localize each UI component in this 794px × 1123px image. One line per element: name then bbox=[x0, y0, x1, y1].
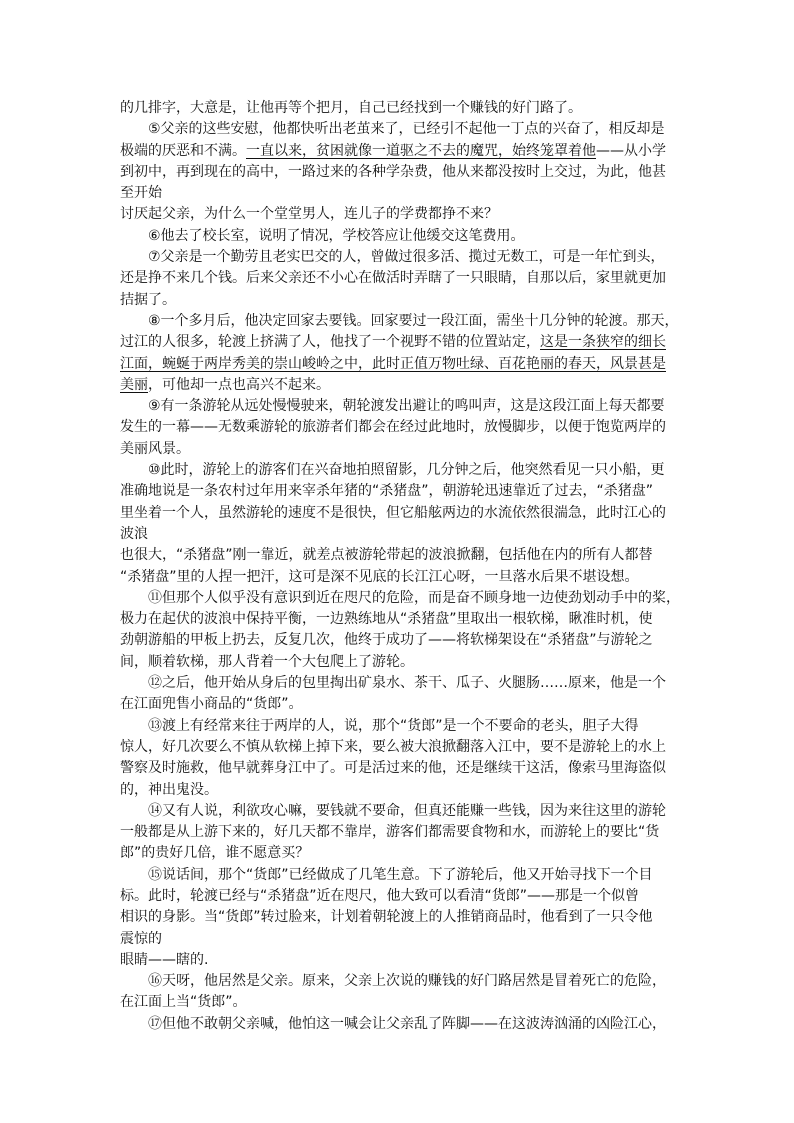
text-line: 极力在起伏的波浪中保持平衡，一边熟练地从“杀猪盘”里取出一根软梯，瞅准时机，使 bbox=[120, 611, 653, 628]
paragraph-5-start: ⑤父亲的这些安慰，他都快听出老茧来了，已经引不起他一丁点的兴奋了，相反却是 bbox=[148, 121, 665, 138]
text-line: 震惊的 bbox=[120, 930, 162, 947]
underlined-sentence: 美丽 bbox=[120, 376, 148, 393]
text-line bbox=[120, 141, 680, 162]
paragraph-15-start: ⑮说话间，那个“货郎”已经做成了几笔生意。下了游轮后，他又开始寻找下一个目 bbox=[148, 866, 653, 883]
text-line: 的，神出鬼没。 bbox=[120, 781, 218, 798]
text-line bbox=[120, 332, 680, 353]
text-line: 在江面兜售小商品的“货郎”。 bbox=[120, 696, 303, 713]
underlined-sentence: 江面，蜿蜒于两岸秀美的崇山峻岭之中，此时正值万物吐绿、百花艳丽的春天，风景甚是 bbox=[120, 355, 666, 372]
text-line: 标。此时，轮渡已经与“杀猪盘”近在咫尺，他大致可以看清“货郎”——那是一个似曾 bbox=[120, 887, 640, 904]
text-line: 拮据了。 bbox=[120, 291, 176, 308]
text-line: 到初中，再到现在的高中，一路过来的各种学杂费，他从来都没按时上交过，为此，他甚 bbox=[120, 163, 666, 180]
paragraph-17-start: ⑰但他不敢朝父亲喊，他怕这一喊会让父亲乱了阵脚——在这波涛汹涌的凶险江心， bbox=[148, 1015, 666, 1032]
paragraph-16-start: ⑯天呀，他居然是父亲。原来，父亲上次说的赚钱的好门路居然是冒着死亡的危险， bbox=[148, 973, 666, 990]
underlined-sentence: 一直以来，贫困就像一道驱之不去的魔咒，始终笼罩着他 bbox=[246, 142, 596, 159]
text-line: 的几排字，大意是，让他再等个把月，自己已经找到一个赚钱的好门路了。 bbox=[120, 100, 582, 116]
text-segment: ，可他却一点也高兴不起来。 bbox=[148, 376, 330, 393]
text-line: 发生的一幕——无数乘游轮的旅游者们都会在经过此地时，放慢脚步，以便于饱览两岸的 bbox=[120, 419, 666, 436]
text-line: “杀猪盘”里的人捏一把汗，这可是深不见底的长江江心呀，一旦落水后果不堪设想。 bbox=[120, 568, 639, 585]
text-line: 郎”的贵好几倍，谁不愿意买？ bbox=[120, 845, 310, 862]
text-line: 间，顺着软梯，那人背着一个大包爬上了游轮。 bbox=[120, 653, 414, 670]
article-text bbox=[120, 98, 680, 1035]
text-line: 至开始 bbox=[120, 185, 162, 202]
text-segment: 极端的厌恶和不满。 bbox=[120, 142, 246, 159]
paragraph-9-start: ⑨有一条游轮从远处慢慢驶来，朝轮渡发出避让的鸣叫声，这是这段江面上每天都要 bbox=[148, 398, 665, 415]
text-line: 里坐着一个人，虽然游轮的速度不是很快，但它船舷两边的水流依然很湍急，此时江心的 bbox=[120, 504, 666, 521]
text-line: 相识的身影。当“货郎”转过脸来，计划着朝轮渡上的人推销商品时，他看到了一只令他 bbox=[120, 909, 653, 926]
text-segment: ——从小学 bbox=[596, 142, 666, 159]
paragraph-12-start: ⑫之后，他开始从身后的包里掏出矿泉水、茶干、瓜子、火腿肠……原来，他是一个 bbox=[148, 675, 666, 692]
paragraph-6-start: ⑥他去了校长室，说明了情况，学校答应让他缓交这笔费用。 bbox=[148, 227, 525, 244]
text-line: 波浪 bbox=[120, 525, 148, 542]
underlined-sentence: 这是一条狭窄的细长 bbox=[540, 334, 666, 351]
text-line: 准确地说是一条农村过年用来宰杀年猪的“杀猪盘”，朝游轮迅速靠近了过去，“杀猪盘” bbox=[120, 483, 654, 500]
text-line: 也很大，“杀猪盘”刚一靠近，就差点被游轮带起的波浪掀翻，包括他在内的所有人都替 bbox=[120, 547, 653, 564]
text-line: 眼睛——瞎的. bbox=[120, 951, 209, 968]
paragraph-10-start: ⑩此时，游轮上的游客们在兴奋地拍照留影，几分钟之后，他突然看见一只小船，更 bbox=[148, 462, 665, 479]
text-line: 美丽风景。 bbox=[120, 440, 190, 457]
paragraph-8-start: ⑧一个多月后，他决定回家去要钱。回家要过一段江面，需坐十几分钟的轮渡。那天， bbox=[148, 312, 679, 329]
paragraph-11-start: ⑪但那个人似乎没有意识到近在咫尺的危险，而是奋不顾身地一边使劲划动手中的桨， bbox=[148, 589, 680, 606]
text-line: 劲朝游船的甲板上扔去，反复几次，他终于成功了——将软梯架设在“杀猪盘”与游轮之 bbox=[120, 632, 653, 649]
text-line: 一般都是从上游下来的，好几天都不靠岸，游客们都需要食物和水，而游轮上的要比“货 bbox=[120, 824, 660, 841]
text-line: 警察及时施救，他早就葬身江中了。可是活过来的他，还是继续干这活，像索马里海盗似 bbox=[120, 760, 666, 777]
text-line: 还是挣不来几个钱。后来父亲还不小心在做活时弄瞎了一只眼睛，自那以后，家里就更加 bbox=[120, 270, 666, 287]
paragraph-13-start: ⑬渡上有经常来往于两岸的人，说，那个“货郎”是一个不要命的老头，胆子大得 bbox=[148, 717, 639, 734]
text-line bbox=[120, 354, 680, 375]
text-line: 惊人，好几次要么不慎从软梯上掉下来，要么被大浪掀翻落入江中，要不是游轮上的水上 bbox=[120, 738, 666, 755]
paragraph-14-start: ⑭又有人说，利欲攻心嘛，要钱就不要命，但真还能赚一些钱，因为来往这里的游轮 bbox=[148, 802, 666, 819]
text-line: 在江面上当“货郎”。 bbox=[120, 994, 247, 1011]
paragraph-7-start: ⑦父亲是一个勤劳且老实巴交的人，曾做过很多活、揽过无数工，可是一年忙到头， bbox=[148, 249, 665, 266]
text-line: 讨厌起父亲，为什么一个堂堂男人，连儿子的学费都挣不来？ bbox=[120, 206, 498, 223]
text-segment: 过江的人很多，轮渡上挤满了人，他找了一个视野不错的位置站定， bbox=[120, 334, 540, 351]
text-line bbox=[120, 375, 680, 396]
